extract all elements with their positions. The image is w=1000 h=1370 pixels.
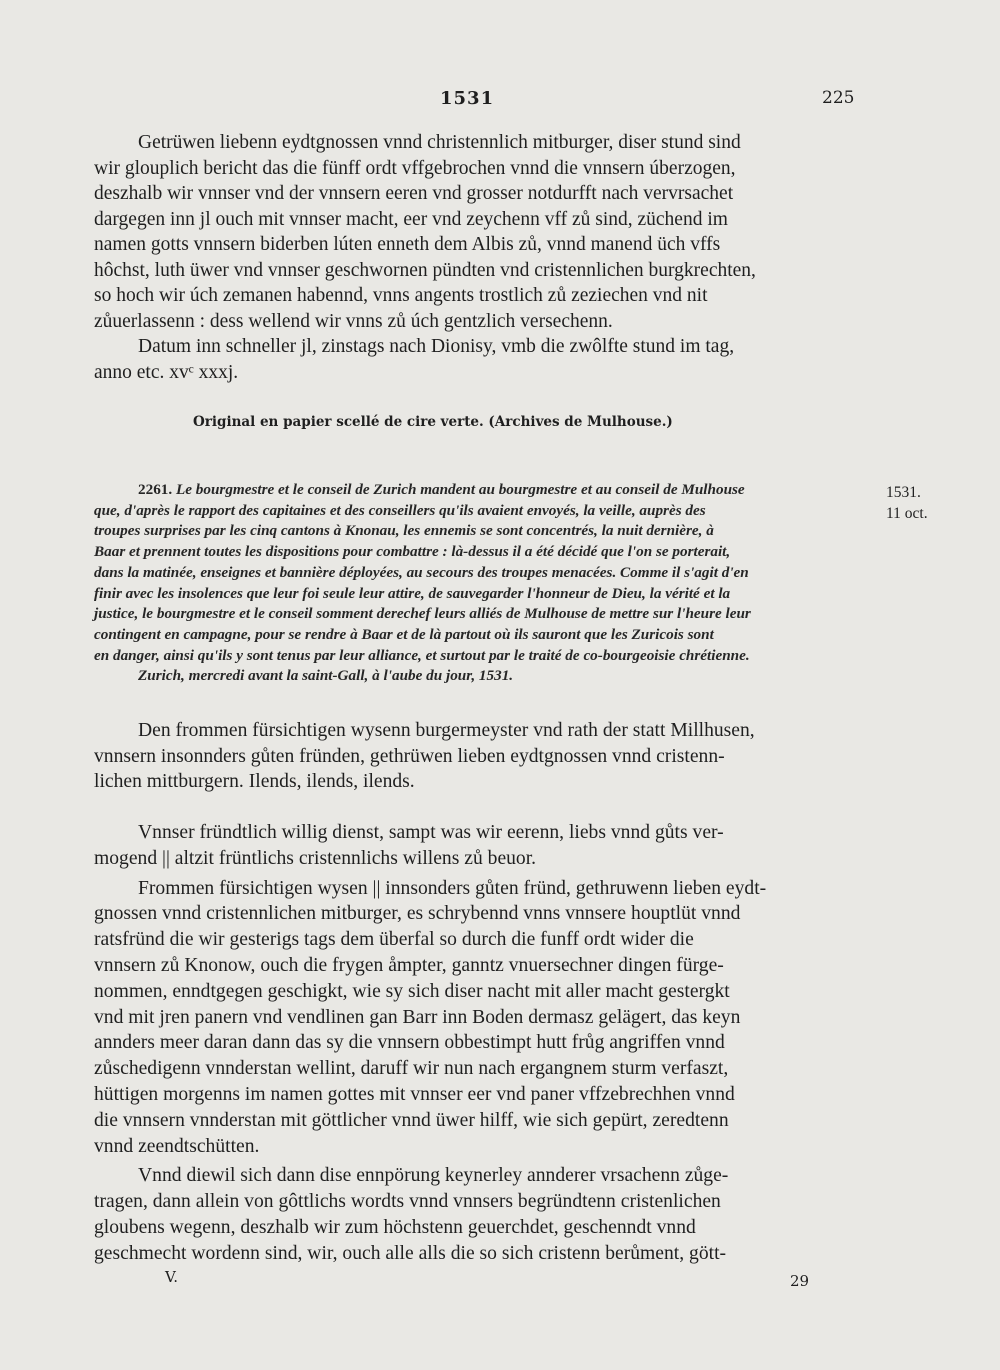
place-date: Zurich, mercredi avant la saint-Gall, à l'aube du jour, 1531. bbox=[138, 667, 514, 685]
text-line: vnnsern zů Knonow, ouch die frygen åmpter, ganntz vnuersechner dingen fürge- bbox=[94, 954, 724, 976]
address-line: Den frommen fürsichtigen wysenn burgermeyster vnd rath der statt Millhusen, bbox=[138, 720, 755, 741]
entry-2261-summary bbox=[94, 480, 864, 687]
summary-line: justice, le bourgmestre et le conseil somment derechef leurs alliés de Mulhouse de mettre sur l'heure leur bbox=[94, 605, 751, 623]
letter-2-text bbox=[94, 820, 862, 1267]
address-line: lichen mittburgern. Ilends, ilends, ilends. bbox=[94, 771, 415, 792]
margin-year: 1531. bbox=[886, 484, 921, 501]
signature-mark-left: V. bbox=[165, 1268, 178, 1286]
address-line: vnnsern insonnders gůten fründen, gethrüwen lieben eydtgnossen vnnd cristenn- bbox=[94, 745, 725, 767]
text-line: wir glouplich bericht das die fünff ordt vffgebrochen vnnd die vnnsern úberzogen, bbox=[94, 157, 736, 179]
summary-line: que, d'après le rapport des capitaines et des conseillers qu'ils avaient envoyés, la veille, auprès des bbox=[94, 501, 706, 519]
summary-line: Baar et prennent toutes les dispositions pour combattre : là-dessus il a été décidé que l'on se porterait, bbox=[94, 543, 731, 561]
datum-line: Datum inn schneller jl, zinstags nach Dionisy, vmb die zwôlfte stund im tag, bbox=[138, 336, 735, 357]
text-line: gnossen vnnd cristennlichen mitburger, es schrybennd vnns vnnsere houptlüt vnnd bbox=[94, 903, 741, 925]
text-line: gloubens wegenn, deszhalb wir zum höchstenn geuerchdet, geschenndt vnnd bbox=[94, 1216, 696, 1238]
summary-line: en danger, ainsi qu'ils y sont tenus par leur alliance, et surtout par le traité de co-bourgeoisie chrétienne. bbox=[94, 646, 750, 664]
text-line: mogend || altzit früntlichs cristennlichs willens zů beuor. bbox=[94, 847, 537, 869]
summary-line: Le bourgmestre et le conseil de Zurich mandent au bourgmestre et au conseil de Mulhouse bbox=[175, 481, 745, 498]
text-line: namen gotts vnnsern biderben lúten enneth dem Albis zů, vnnd manend üch vffs bbox=[94, 234, 721, 255]
summary-line: finir avec les insolences que leur foi seule leur attire, de sauvegarder l'honneur de Dieu, la vérité et la bbox=[94, 584, 731, 602]
text-line: so hoch wir úch zemanen habennd, vnns angents trostlich zů zeziechen vnd nit bbox=[94, 285, 708, 306]
text-line: ratsfründ die wir gesterigs tags dem überfal so durch die funff ordt wider die bbox=[94, 929, 694, 951]
text-line: Vnnd diewil sich dann dise ennpörung keynerley annderer vrsachenn zůge- bbox=[138, 1165, 729, 1187]
letter-address bbox=[94, 718, 862, 795]
entry-number: 2261. bbox=[138, 481, 173, 498]
text-line: Vnnser fründtlich willig dienst, sampt was wir eerenn, liebs vnnd gůts ver- bbox=[138, 822, 724, 843]
text-line: tragen, dann allein von gôttlichs wordts vnnd vnnsers begründtenn cristenlichen bbox=[94, 1191, 721, 1213]
page-header-year: 1531 bbox=[440, 88, 495, 109]
summary-line: troupes surprises par les cinq cantons à Knonau, les ennemis se sont concentrés, la nuit dernière, à bbox=[94, 522, 714, 540]
text-line: zůschedigenn vnnderstan wellint, daruff wir nun nach ergangnem sturm verfaszt, bbox=[94, 1058, 729, 1080]
page-number: 225 bbox=[822, 88, 855, 108]
text-line: hôchst, luth üwer vnd vnnser geschwornen pündten vnd cristennlichen burgkrechten, bbox=[94, 259, 756, 281]
text-line: Frommen fürsichtigen wysen || innsonders gůten fründ, gethruwenn lieben eydt- bbox=[138, 877, 767, 899]
text-line: Getrüwen liebenn eydtgnossen vnnd christennlich mitburger, diser stund sind bbox=[138, 132, 741, 153]
text-line: hüttigen morgenns im namen gottes mit vnnser eer vnd paner vffzebrechhen vnnd bbox=[94, 1083, 735, 1105]
text-line: nommen, enndtgegen geschigkt, wie sy sich diser nacht mit aller macht gestergkt bbox=[94, 980, 730, 1002]
text-line: vnd mit jren panern vnd vendlinen gan Barr inn Boden dermasz gelägert, das keyn bbox=[94, 1006, 741, 1028]
text-line: die vnnsern vnnderstan mit göttlicher vnnd üwer hilff, wie sich gepürt, zeredtenn bbox=[94, 1109, 729, 1131]
summary-line: dans la matinée, enseignes et bannière déployées, au secours des troupes menacées. Comme il s'agit d'en bbox=[94, 563, 749, 581]
text-line: annders meer daran dann das sy die vnnsern obbestimpt hutt frůg angriffen vnnd bbox=[94, 1032, 725, 1054]
summary-line: contingent en campagne, pour se rendre à Baar et de là partout où ils sauront que les Zuricois sont bbox=[94, 625, 714, 643]
text-line: deszhalb wir vnnser vnd der vnnsern eeren vnd grosser notdurfft nach vervrsachet bbox=[94, 183, 734, 204]
source-note: Original en papier scellé de cire verte. (Archives de Mulhouse.) bbox=[193, 414, 673, 430]
letter-1-text bbox=[94, 130, 862, 385]
text-line: vnnd zeendtschütten. bbox=[94, 1135, 260, 1157]
margin-day: 11 oct. bbox=[886, 505, 928, 522]
text-line: zůuerlassenn : dess wellend wir vnns zů úch gentzlich versechenn. bbox=[94, 310, 613, 332]
text-line: dargegen inn jl ouch mit vnnser macht, eer vnd zeychenn vff zů sind, züchend im bbox=[94, 208, 728, 230]
text-line: geschmecht wordenn sind, wir, ouch alle alls die so sich cristenn berůment, gött- bbox=[94, 1242, 727, 1264]
datum-line: anno etc. xvᶜ xxxj. bbox=[94, 361, 239, 383]
signature-mark-right: 29 bbox=[790, 1272, 810, 1290]
